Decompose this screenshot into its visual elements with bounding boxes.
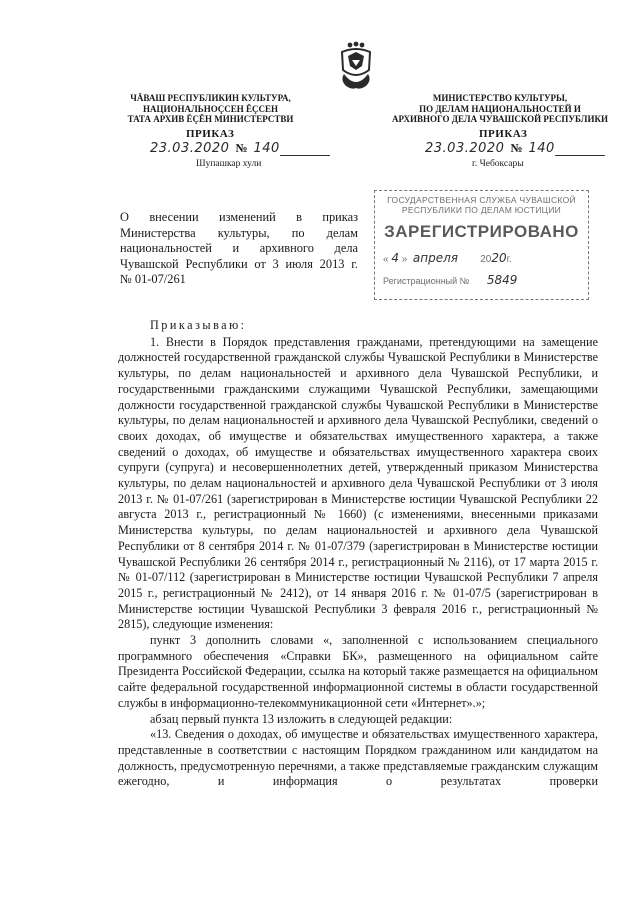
body-paragraph: 1. Внести в Порядок представления гражданами, претендующими на замещение должностей государственной гражданской службы Чувашской Республики в Министерстве культуры, по делам национальностей и архивного дела Чувашской Республики, и государственными гражданскими служащими Чувашской Республики, замещающими должности государственной гражданской службы Чувашской Республики в Министерстве культуры, по делам национальностей и архивного дела Чувашской Республики, сведений о своих доходах, об имуществе и обязательствах имущественного характера, а также сведений о доходах, об имуществе и обязательствах имущественного характера своих супруги (супруга) и несовершеннолетних детей, утвержденный приказом Министерства культуры, по делам национальностей и архивного дела Чувашской Республики от 3 июля 2013 г. № 01-07/261 (зарегистрирован в Министерстве юстиции Чувашской Республики 22 августа 2013 г., регистрационный № 1660) (с изменениями, внесенными приказами Министерства культуры, по делам национальностей и архивного дела Чувашской Республики от 8 сентября 2014 г. № 01-07/379 (зарегистрирован в Министерстве юстиции Чувашской Республики 26 сентября 2014 г., регистрационный № 2116), от 17 марта 2015 г. № 01-07/112 (зарегистрирован в Министерстве юстиции Чувашской Республики 7 апреля 2015 г., регистрационный № 2412), от 14 января 2016 г. № 01-07/5 (зарегистрирован в Министерстве юстиции Чувашской Республики 3 февраля 2016 г., регистрационный № 2815), следующие изменения: bbox=[118, 334, 598, 632]
registration-stamp bbox=[374, 190, 589, 300]
subject-line: национальностей и архивного дела bbox=[120, 241, 358, 255]
stamp-reg-value: 5849 bbox=[486, 273, 518, 287]
stamp-registered-label: ЗАРЕГИСТРИРОВАНО bbox=[384, 222, 579, 241]
prikazyvayu-heading: Приказываю: bbox=[150, 318, 247, 332]
title-line: АРХИВНОГО ДЕЛА ЧУВАШСКОЙ РЕСПУБЛИКИ bbox=[392, 114, 608, 124]
stamp-reg-number bbox=[383, 273, 580, 287]
stamp-reg-label: Регистрационный № bbox=[383, 276, 470, 286]
order-subject bbox=[120, 210, 358, 288]
stamp-year-prefix: 20 bbox=[480, 254, 492, 265]
underline bbox=[555, 155, 605, 156]
subject-line: № 01-07/261 bbox=[120, 272, 186, 286]
title-line: МИНИСТЕРСТВО КУЛЬТУРЫ, bbox=[432, 93, 568, 103]
coat-of-arms-emblem bbox=[336, 40, 376, 92]
place-russian: г. Чебоксары bbox=[472, 159, 524, 169]
title-line: ЧĂВАШ РЕСПУБЛИКИН КУЛЬТУРА, bbox=[130, 93, 291, 103]
order-date-number-right bbox=[425, 141, 605, 156]
order-word-russian: ПРИКАЗ bbox=[479, 128, 528, 140]
stamp-year: 20 bbox=[491, 251, 507, 265]
subject-line: О внесении изменений в приказ bbox=[120, 210, 358, 224]
handwritten-date: 23.03.2020 bbox=[425, 141, 505, 156]
body-paragraph: абзац первый пункта 13 изложить в следующей редакции: bbox=[150, 711, 453, 726]
title-line: ТАТА АРХИВ ĔÇĔН МИНИСТЕРСТВИ bbox=[127, 114, 294, 124]
ministry-title-chuvash bbox=[108, 93, 313, 125]
place-chuvash: Шупашкар хули bbox=[196, 159, 262, 169]
stamp-year-suffix: г. bbox=[506, 254, 512, 265]
number-sign: № bbox=[235, 141, 248, 155]
stamp-date: « 4 » апреля 2020г. bbox=[383, 251, 512, 265]
order-date-number-left bbox=[150, 141, 330, 156]
subject-line: Министерства культуры, по делам bbox=[120, 225, 358, 240]
number-sign: № bbox=[510, 141, 523, 155]
stamp-org-line: ГОСУДАРСТВЕННАЯ СЛУЖБА ЧУВАШСКОЙ bbox=[387, 195, 576, 205]
stamp-day: 4 bbox=[391, 251, 399, 265]
handwritten-number: 140 bbox=[253, 141, 280, 156]
handwritten-number: 140 bbox=[528, 141, 555, 156]
subject-line: Чувашской Республики от 3 июля 2013 г. bbox=[120, 256, 358, 271]
title-line: ПО ДЕЛАМ НАЦИОНАЛЬНОСТЕЙ И bbox=[419, 103, 581, 114]
body-paragraph: пункт 3 дополнить словами «, заполненной с использованием специального программного обеспечения «Справки БК», размещенного на официальном сайте Президента Российской Федерации, ссылка на который также размещается на официальном сайте федеральной государственной информационной системы в области государственной службы в информационно-телекоммуникационной сети «Интернет».»; bbox=[118, 633, 598, 710]
underline bbox=[280, 155, 330, 156]
title-line: НАЦИОНАЛЬНОÇСЕН ĔÇСЕН bbox=[143, 103, 278, 114]
stamp-month: апреля bbox=[412, 251, 458, 265]
handwritten-date: 23.03.2020 bbox=[150, 141, 230, 156]
order-body bbox=[118, 318, 598, 790]
stamp-org-line: РЕСПУБЛИКИ ПО ДЕЛАМ ЮСТИЦИИ bbox=[401, 205, 562, 215]
ministry-title-russian bbox=[390, 93, 610, 125]
body-paragraph: «13. Сведения о доходах, об имуществе и обязательствах имущественного характера, представленные в соответствии с настоящим Порядком гражданином или кандидатом на должность, предусмотренную перечнями, а также представляемые гражданским служащим ежегодно, и информация о результатах проверки bbox=[118, 727, 598, 789]
order-word-chuvash: ПРИКАЗ bbox=[186, 128, 235, 140]
